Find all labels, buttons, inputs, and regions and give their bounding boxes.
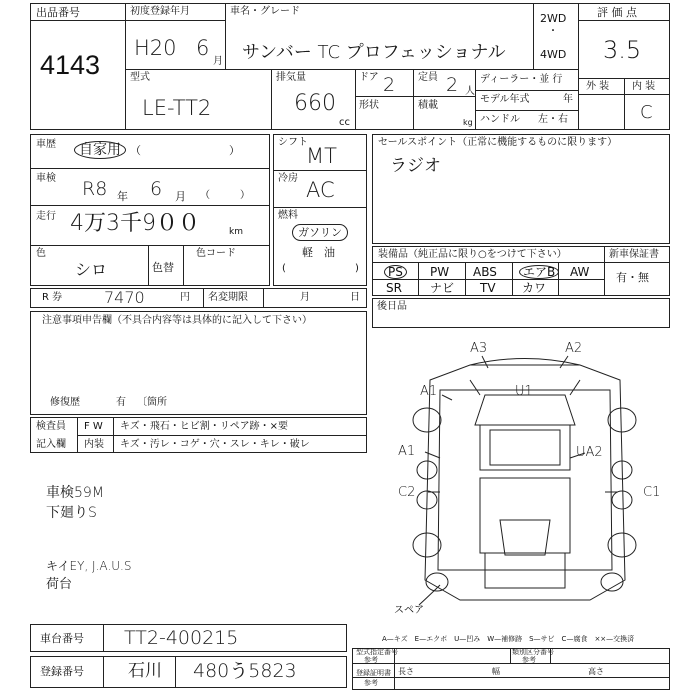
first-reg-month-unit: 月: [213, 56, 223, 67]
equip-abs: ABS: [473, 265, 497, 279]
equip-aw: AW: [570, 265, 590, 279]
chassis-label: 車台番号: [40, 632, 84, 645]
mark-a3: A3: [470, 341, 488, 356]
first-reg-year: H20: [134, 36, 177, 60]
capacity-value: 2: [446, 74, 459, 96]
inspection-month: 6: [150, 178, 163, 200]
shift-value: MT: [306, 144, 337, 168]
recycle-label: R 券: [42, 292, 63, 303]
car-name: サンバー TC プロフェッショナル: [242, 42, 506, 63]
repaint-label: 色替: [152, 261, 174, 274]
mark-c1: C1: [643, 485, 661, 500]
mark-a1-side: A1: [398, 444, 416, 459]
equip-ps: PS: [384, 265, 407, 279]
shift-label: シフト: [278, 137, 308, 148]
inspection-month-unit: 月: [175, 190, 186, 203]
mark-c2: C2: [398, 485, 416, 500]
divider: [103, 624, 104, 652]
sales-point-label: セールスポイント（正常に機能するものに限ります）: [378, 137, 618, 148]
divider: [510, 648, 511, 663]
fuel-alt: 軽 油: [302, 246, 335, 259]
spare-label: スペア: [394, 605, 424, 616]
hgt-label: 高さ: [588, 667, 604, 676]
color-label: 色: [36, 248, 46, 259]
model-value: LE-TT2: [142, 96, 212, 120]
memo-line-1: 車検59M: [46, 485, 104, 501]
fuel-paren-close: ): [355, 263, 359, 274]
memo-line-4: 荷台: [46, 577, 73, 592]
transfer-label: 名変期限: [208, 292, 248, 303]
car-name-label: 車名・グレード: [230, 6, 300, 17]
model-label: 型式: [130, 72, 150, 83]
mileage-label: 走行: [36, 211, 56, 222]
warranty-label: 新車保証書: [609, 249, 659, 260]
inspection-label: 車検: [36, 173, 56, 184]
drive-4wd: 4WD: [540, 48, 567, 61]
inspector-int-text: キズ・汚レ・コゲ・穴・スレ・キレ・破レ: [120, 439, 310, 450]
history-paren: （ ）: [130, 144, 240, 157]
sales-point-value: ラジオ: [390, 156, 441, 176]
history-label: 車歴: [36, 139, 56, 150]
displacement-label: 排気量: [276, 72, 306, 83]
mark-u1: U1: [515, 384, 533, 399]
shape-label: 形状: [359, 100, 379, 111]
equip-pw: PW: [430, 265, 450, 279]
equip-leather: カワ: [522, 281, 547, 295]
fuel-label: 燃料: [278, 210, 298, 221]
inspector-label-2: 記入欄: [36, 439, 66, 450]
transfer-month: 月: [300, 292, 310, 303]
doors-value: 2: [383, 74, 396, 96]
inspection-year-unit: 年: [117, 190, 128, 203]
chassis-value: TT2-400215: [124, 627, 239, 649]
divider: [103, 656, 104, 688]
notes-label: 注意事項申告欄（不具合内容等は具体的に記入して下さい）: [42, 315, 312, 326]
equip-tv: TV: [480, 281, 496, 295]
grade-value: 3.5: [603, 36, 642, 64]
first-reg-month: 6: [196, 36, 210, 60]
displacement-value: 660: [294, 91, 336, 116]
capacity-unit: 人: [465, 86, 475, 97]
form-ref: 参考: [364, 656, 378, 664]
recycle-unit: 円: [180, 292, 190, 303]
cert-ref: 参考: [364, 679, 378, 687]
repair-part-label: 〔箇所: [137, 397, 167, 408]
equip-sr: SR: [386, 281, 402, 295]
equipment-label: 装備品（純正品に限り○をつけて下さい）: [378, 249, 567, 260]
lot-number: 4143: [40, 50, 101, 80]
cert-label: 登録証明書: [356, 669, 391, 677]
drive-2wd: 2WD: [540, 12, 567, 25]
registration-number: 480う5823: [193, 660, 297, 682]
divider: [352, 663, 670, 664]
model-year-label: モデル年式: [480, 94, 530, 105]
memo-line-2: 下廻りS: [46, 505, 97, 521]
drive-dot: ・: [548, 26, 558, 37]
displacement-unit: cc: [339, 117, 350, 128]
inspection-year: R8: [82, 178, 108, 200]
fuel-value: ガソリン: [292, 224, 348, 241]
mileage-value: 4万3千9００: [70, 211, 200, 236]
memo-line-3: キイEY, J.A.U.S: [46, 559, 132, 573]
doors-label: ドア: [359, 72, 379, 83]
mileage-unit: km: [229, 227, 243, 237]
class-ref: 参考: [522, 656, 536, 664]
inspector-fw: F W: [84, 421, 103, 432]
divider: [175, 656, 176, 688]
aircon-value: AC: [306, 178, 335, 202]
form-label: 型式指定番号: [356, 648, 398, 656]
equip-navi: ナビ: [430, 281, 455, 295]
inspector-label-1: 検査員: [36, 421, 66, 432]
model-year-unit: 年: [563, 94, 573, 105]
legend-line: A—キズ E—エクボ U—凹み W—補修跡 S—サビ C—腐食 ××—交換済: [382, 635, 635, 643]
exterior-label: 外 装: [586, 81, 610, 92]
equip-airbag: エアB: [519, 265, 559, 279]
inspector-fw-text: キズ・飛石・ヒビ割・リペア跡・×要: [120, 421, 288, 432]
mark-a2-top: A2: [565, 341, 583, 356]
fuel-paren-open: (: [282, 263, 286, 274]
mark-ua2: UA2: [576, 445, 603, 460]
repair-label: 修復歴: [50, 397, 80, 408]
dealer-label: ディーラー・並 行: [480, 74, 563, 85]
aircon-label: 冷房: [278, 173, 298, 184]
repair-value: 有: [116, 397, 126, 408]
registration-region: 石川: [128, 661, 162, 681]
handle-label: ハンドル: [480, 114, 520, 125]
history-value: 自家用: [74, 141, 126, 159]
grade-label: 評 価 点: [597, 6, 637, 19]
later-items-label: 後日品: [377, 301, 407, 312]
inspector-int: 内装: [84, 439, 104, 450]
registration-label: 登録番号: [40, 665, 84, 678]
mark-a1-top: A1: [420, 384, 438, 399]
len-label: 長さ: [398, 667, 414, 676]
divider: [352, 677, 670, 678]
interior-value: C: [640, 102, 653, 123]
color-code-label: 色コード: [196, 248, 236, 259]
wid-label: 幅: [492, 667, 500, 676]
lot-label: 出品番号: [36, 6, 80, 19]
inspection-paren: （ ）: [200, 190, 250, 201]
first-reg-label: 初度登録年月: [130, 6, 190, 17]
load-label: 積載: [418, 100, 438, 111]
color-value: シロ: [75, 260, 108, 279]
capacity-label: 定員: [418, 72, 438, 83]
recycle-value: 7470: [104, 288, 145, 307]
warranty-value: 有・無: [616, 271, 649, 284]
handle-value: 左・右: [538, 114, 568, 125]
interior-label: 内 装: [632, 81, 656, 92]
class-label: 類別区分番号: [512, 648, 554, 656]
transfer-day: 日: [350, 292, 360, 303]
load-unit: kg: [463, 118, 473, 127]
